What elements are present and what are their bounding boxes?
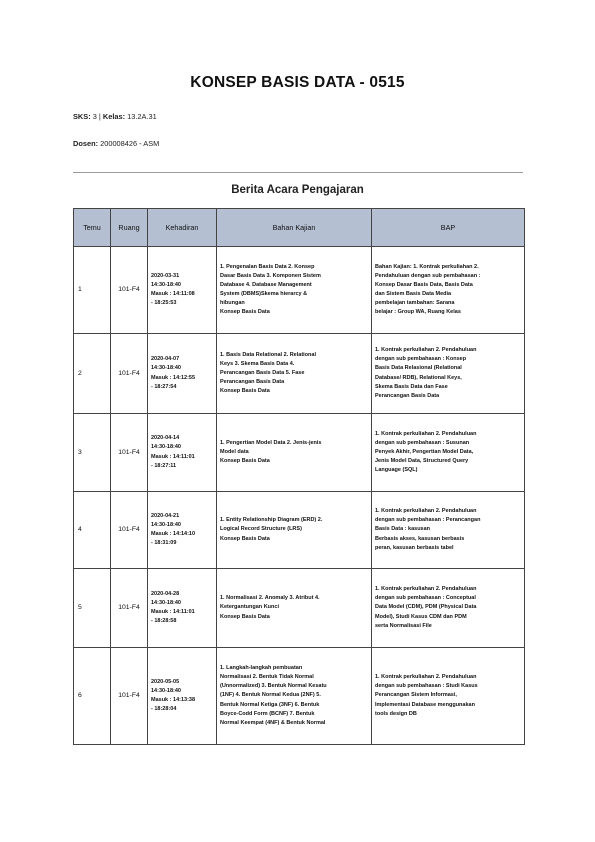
column-header-temu: Temu [74, 209, 111, 247]
kelas-label: Kelas: [102, 112, 126, 121]
cell-kehadiran [148, 414, 217, 492]
cell-bap-line: Basis Data Relasional (Relational [375, 365, 462, 372]
table-row [74, 334, 525, 414]
cell-bap [372, 569, 525, 648]
cell-kehadiran-line: 2020-04-14 [151, 435, 180, 442]
cell-ruang: 101-F4 [111, 648, 148, 745]
cell-bahan-kajian-line: 1. Entity Relationship Diagram (ERD) 2. [220, 517, 323, 524]
cell-temu: 3 [74, 414, 111, 492]
cell-kehadiran-line: 2020-04-07 [151, 356, 180, 363]
cell-bahan-kajian-line: Boyce-Codd Form (BCNF) 7. Bentuk [220, 710, 315, 717]
cell-bahan-kajian-line: System (DBMS)Skema hierarcy & [220, 291, 308, 297]
cell-bahan-kajian-line: (1NF) 4. Bentuk Normal Kedua (2NF) 5. [220, 692, 321, 699]
sks-label: SKS: [73, 112, 91, 121]
cell-bahan-kajian-line: Normal Keempat (4NF) & Bentuk Normal [220, 719, 326, 726]
cell-bap-line: pembelajan tambahan: Sarana [375, 300, 455, 307]
cell-temu: 5 [74, 569, 111, 648]
cell-temu: 6 [74, 648, 111, 745]
horizontal-divider [73, 172, 523, 173]
cell-bahan-kajian-line: 1. Pengertian Model Data 2. Jenis-jenis [220, 439, 322, 446]
cell-ruang: 101-F4 [111, 492, 148, 569]
table-row [74, 569, 525, 648]
cell-bahan-kajian-line: Konsep Basis Data [220, 535, 270, 542]
kelas-value: 13.2A.31 [125, 112, 157, 121]
cell-bahan-kajian-line: Database 4. Database Management [220, 281, 312, 288]
cell-ruang: 101-F4 [111, 414, 148, 492]
cell-kehadiran [148, 569, 217, 648]
cell-kehadiran-line: 2020-05-05 [151, 678, 180, 685]
cell-bahan-kajian-line: Logical Record Structure (LRS) [220, 526, 302, 533]
cell-bap-line: dan Sistem Basis Data Media [375, 291, 452, 297]
cell-bap-line: Skema Basis Data dan Fase [375, 383, 448, 390]
cell-kehadiran-line: - 18:27:11 [151, 462, 177, 469]
cell-bap-line: Model), Studi Kasus CDM dan PDM [375, 613, 467, 620]
cell-bahan-kajian-line: Konsep Basis Data [220, 458, 270, 465]
cell-bap-line: serta Normalisasi File [375, 622, 432, 629]
cell-bap-line: peran, kasusan berbasis tabel [375, 544, 454, 551]
cell-bahan-kajian [217, 247, 372, 334]
column-header-bahan-kajian: Bahan Kajian [217, 209, 372, 247]
cell-kehadiran-line: 14:30-18:40 [151, 365, 181, 372]
cell-bahan-kajian [217, 648, 372, 745]
cell-kehadiran-line: - 18:28:58 [151, 618, 177, 625]
cell-bap-line: Berbasis akses, kasusan berbasis [375, 535, 465, 542]
cell-bahan-kajian [217, 414, 372, 492]
cell-kehadiran-line: Masuk : 14:14:10 [151, 531, 196, 537]
table-row [74, 247, 525, 334]
cell-bap-line: Penyek Akhir, Pengertian Model Data, [375, 448, 474, 455]
cell-kehadiran [148, 247, 217, 334]
cell-bahan-kajian-line: Normalisasi 2. Bentuk Tidak Normal [220, 674, 314, 681]
cell-bap-line: dengan sub pembahasan : Susunan [375, 439, 470, 446]
cell-ruang: 101-F4 [111, 247, 148, 334]
cell-temu: 1 [74, 247, 111, 334]
cell-kehadiran-line: Masuk : 14:13:38 [151, 697, 196, 703]
cell-bahan-kajian-line: Konsep Basis Data [220, 388, 270, 395]
cell-bahan-kajian-line: Dasar Basis Data 3. Komponen Sistem [220, 272, 321, 279]
cell-bap [372, 648, 525, 745]
document-title: KONSEP BASIS DATA - 0515 [190, 74, 405, 91]
cell-kehadiran-line: Masuk : 14:11:08 [151, 291, 195, 297]
cell-kehadiran-line: 14:30-18:40 [151, 687, 181, 694]
cell-kehadiran-line: 14:30-18:40 [151, 521, 181, 528]
table-row [74, 492, 525, 569]
cell-kehadiran-line: - 18:31:09 [151, 540, 177, 547]
table-row [74, 414, 525, 492]
cell-bap [372, 247, 525, 334]
cell-bahan-kajian [217, 334, 372, 414]
cell-bahan-kajian-line: 1. Normalisasi 2. Anomaly 3. Atribut 4. [220, 595, 320, 602]
cell-bap-line: Perancangan Sistem Informasi, [375, 692, 457, 699]
cell-bap-line: 1. Kontrak perkuliahan 2. Pendahuluan [375, 508, 477, 515]
cell-kehadiran [148, 334, 217, 414]
cell-bap [372, 492, 525, 569]
cell-bahan-kajian-line: hibungan [220, 300, 245, 307]
cell-bahan-kajian-line: Perancangan Basis Data 5. Fase [220, 369, 305, 376]
cell-bap-line: Konsep Dasar Basis Data, Basis Data [375, 281, 473, 288]
cell-kehadiran-line: Masuk : 14:11:01 [151, 453, 195, 460]
cell-kehadiran [148, 648, 217, 745]
cell-bap-line: 1. Kontrak perkuliahan 2. Pendahuluan [375, 347, 477, 354]
column-header-kehadiran: Kehadiran [148, 209, 217, 247]
cell-bap-line: dengan sub pembahasan : Studi Kasus [375, 683, 478, 690]
sks-value: 3 | [90, 112, 103, 121]
cell-bap-line: tools design DB [375, 710, 417, 717]
lecturer-meta-line [73, 139, 159, 148]
cell-bap-line: dengan sub pembahasan : Konsep [375, 356, 467, 363]
cell-kehadiran-line: Masuk : 14:11:01 [151, 609, 195, 615]
cell-bap [372, 414, 525, 492]
cell-kehadiran-line: - 18:25:53 [151, 300, 177, 307]
cell-ruang: 101-F4 [111, 569, 148, 648]
course-meta-line [73, 112, 157, 121]
cell-bap-line: Database/ RDB), Relational Keys, [375, 374, 462, 381]
cell-bap-line: dengan sub pembahasan : Conceptual [375, 595, 476, 602]
cell-bap [372, 334, 525, 414]
cell-bahan-kajian [217, 569, 372, 648]
cell-bahan-kajian-line: Model data [220, 448, 249, 455]
cell-kehadiran-line: 2020-03-31 [151, 272, 180, 279]
column-header-ruang: Ruang [111, 209, 148, 247]
cell-bahan-kajian-line: 1. Basis Data Relational 2. Relational [220, 351, 316, 358]
table-header-row [74, 209, 525, 247]
section-title: Berita Acara Pengajaran [231, 184, 364, 196]
table-row [74, 648, 525, 745]
cell-bap-line: Basis Data : kasusan [375, 526, 431, 533]
cell-bap-line: Jenis Model Data, Structured Query [375, 458, 469, 465]
cell-bap-line: Pendahuluan dengan sub pembahasan : [375, 272, 481, 279]
cell-bap-line: Bahan Kajian: 1. Kontrak perkuliahan 2. [375, 263, 479, 270]
cell-bap-line: 1. Kontrak perkuliahan 2. Pendahuluan [375, 586, 477, 593]
dosen-label: Dosen: [73, 139, 99, 148]
cell-temu: 4 [74, 492, 111, 569]
cell-temu: 2 [74, 334, 111, 414]
cell-bap-line: dengan sub pembahasan : Perancangan [375, 517, 481, 524]
cell-kehadiran-line: 14:30-18:40 [151, 599, 181, 606]
cell-kehadiran-line: 2020-04-21 [151, 512, 180, 519]
cell-bahan-kajian-line: Perancangan Basis Data [220, 379, 285, 386]
cell-bap-line: 1. Kontrak perkuliahan 2. Pendahuluan [375, 430, 477, 437]
cell-bahan-kajian-line: (Unnormalized) 3. Bentuk Normal Kesatu [220, 683, 327, 690]
dosen-value: 200008426 - ASM [98, 139, 160, 148]
cell-bahan-kajian-line: 1. Pengenalan Basis Data 2. Konsep [220, 263, 315, 270]
cell-bap-line: Data Model (CDM), PDM (Physical Data [375, 604, 477, 611]
column-header-bap: BAP [372, 209, 525, 247]
cell-bap-line: belajar : Group WA, Ruang Kelas [375, 309, 461, 316]
cell-bahan-kajian-line: Konsep Basis Data [220, 309, 270, 316]
cell-bap-line: Perancangan Basis Data [375, 392, 440, 399]
cell-bahan-kajian-line: Bentuk Normal Ketiga (3NF) 6. Bentuk [220, 701, 320, 708]
cell-bahan-kajian-line: Ketergantungan Kunci [220, 604, 279, 611]
cell-kehadiran-line: - 18:27:54 [151, 383, 177, 390]
cell-kehadiran-line: 2020-04-28 [151, 590, 180, 597]
cell-bahan-kajian-line: 1. Langkah-langkah pembuatan [220, 665, 303, 672]
cell-kehadiran-line: 14:30-18:40 [151, 281, 181, 288]
cell-kehadiran-line: 14:30-18:40 [151, 444, 181, 451]
cell-kehadiran [148, 492, 217, 569]
cell-bahan-kajian [217, 492, 372, 569]
cell-bap-line: Language (SQL) [375, 467, 418, 474]
cell-kehadiran-line: Masuk : 14:12:55 [151, 374, 196, 381]
cell-bap-line: Implementasi Database menggunakan [375, 701, 475, 708]
cell-bap-line: 1. Kontrak perkuliahan 2. Pendahuluan [375, 674, 477, 681]
cell-bahan-kajian-line: Konsep Basis Data [220, 613, 270, 620]
cell-bahan-kajian-line: Keys 3. Skema Basis Data 4. [220, 360, 295, 367]
cell-kehadiran-line: - 18:28:04 [151, 706, 177, 713]
cell-ruang: 101-F4 [111, 334, 148, 414]
berita-acara-table [73, 208, 525, 745]
